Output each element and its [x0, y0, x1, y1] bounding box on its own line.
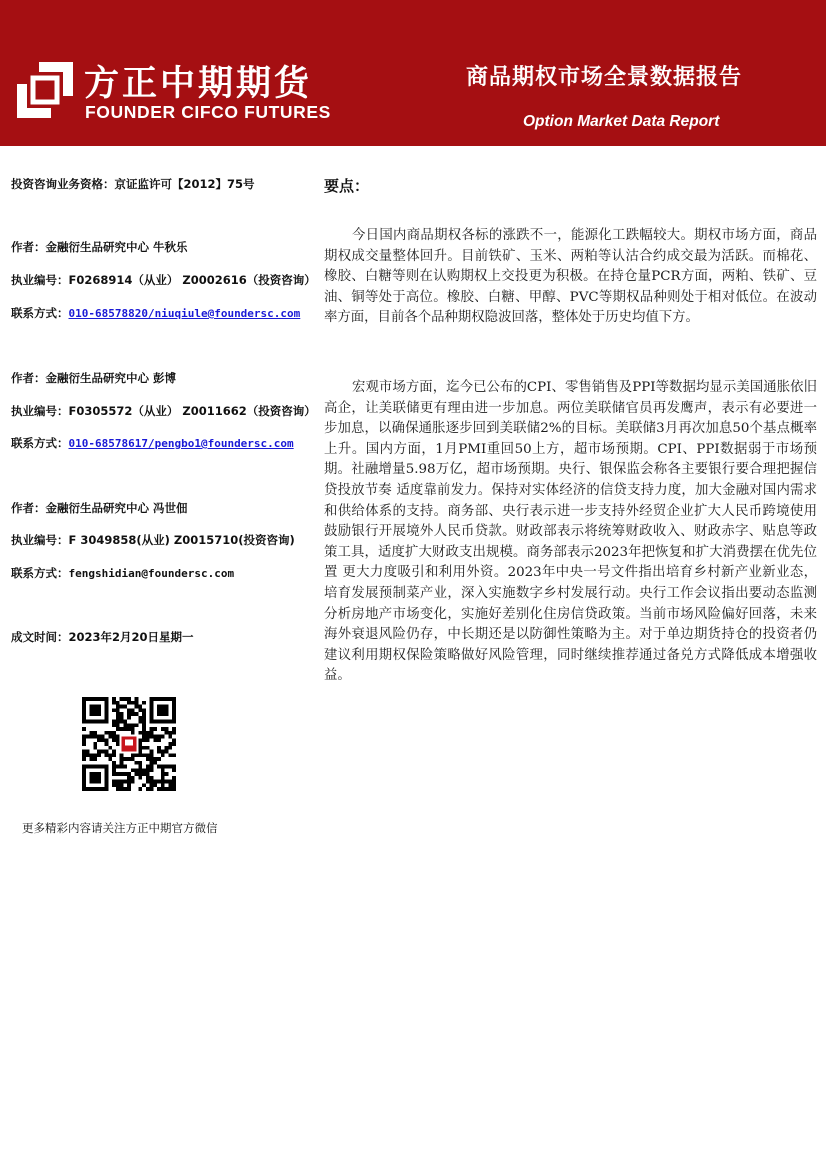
author-3-contact-row: [11, 565, 234, 581]
report-header: [0, 0, 826, 146]
contact-label: 联系方式：: [11, 306, 69, 320]
wechat-qr-code: [82, 697, 176, 791]
paragraph-macro-market: 宏观市场方面，迄今已公布的CPI、零售销售及PPI等数据均显示美国通胀依旧高企，让美联储更有理由进一步加息。两位美联储官员再发鹰声，表示有必要进一步加息，以确保通胀逐步回到美联储2%的目标。美联储3月再次加息50个基点概率上升。国内方面，1月PMI重回50上方，超市场预期。CPI、PPI数据弱于市场预期。社融增量5.98万亿，超市场预期。央行、银保监会称各主要银行要合理把握信贷投放节奏 适度靠前发力。保持对实体经济的信贷支持力度，加大金融对国内需求和供给体系的支持。商务部、央行表示进一步支持外经贸企业扩大人民币跨境使用 鼓励银行开展境外人民币贷款。财政部表示将统筹财政收入、财政赤字、贴息等政策工具，适度扩大财政支出规模。商务部表示2023年把恢复和扩大消费摆在优先位置 更大力度吸引和利用外资。2023年中央一号文件指出培育乡村新产业新业态，培育发展预制菜产业，深入实施数字乡村发展行动。央行工作会议指出要动态监测分析房地产市场变化，实施好差别化住房信贷政策。当前市场风险偏好回落，未来海外衰退风险仍存，中长期还是以防御性策略为主。对于单边期货持仓的投资者仍建议利用期权保险策略做好风险管理，同时继续推荐通过备兑方式降低成本增强收益。: [324, 380, 817, 684]
author-1-contact-row: [11, 305, 300, 321]
brand-name-cn: 方正中期期货: [84, 64, 313, 104]
author-3-name: 作者：金融衍生品研究中心 冯世佃: [11, 501, 188, 515]
report-date: 成文时间：2023年2月20日星期一: [11, 630, 194, 644]
report-subtitle: Option Market Data Report: [523, 113, 720, 130]
paragraph-options-market: 今日国内商品期权各标的涨跌不一，能源化工跌幅较大。期权市场方面，商品期权成交量整体回升。目前铁矿、玉米、两粕等认沽合约成交最为活跃。而棉花、橡胶、白糖等则在认购期权上交投更为积极。在持仓量PCR方面，两粕、铁矿、豆油、铜等处于高位。橡胶、白糖、甲醇、PVC等期权品种则处于相对低位。在波动率方面，目前各个品种期权隐波回落，整体处于历史均值下方。: [324, 228, 817, 326]
brand-name-en: FOUNDER CIFCO FUTURES: [85, 102, 331, 122]
contact-label: 联系方式：: [11, 566, 69, 580]
author-1-id: 执业编号：F0268914（从业） Z0002616（投资咨询）: [11, 273, 316, 287]
author-3-contact: fengshidian@foundersc.com: [68, 567, 235, 580]
author-1-name: 作者：金融衍生品研究中心 牛秋乐: [11, 240, 188, 254]
author-2-name: 作者：金融衍生品研究中心 彭博: [11, 371, 177, 385]
qr-caption: 更多精彩内容请关注方正中期官方微信: [22, 821, 218, 835]
contact-label: 联系方式：: [11, 436, 69, 450]
author-2-contact-row: [11, 435, 294, 451]
author-2-id: 执业编号：F0305572（从业） Z0011662（投资咨询）: [11, 404, 316, 418]
section-title: 要点：: [324, 177, 370, 195]
report-title: 商品期权市场全景数据报告: [466, 65, 743, 90]
founder-logo-icon: [17, 62, 73, 118]
author-2-contact-link[interactable]: 010-68578617/pengbo1@foundersc.com: [68, 437, 294, 450]
author-1-contact-link[interactable]: 010-68578820/niuqiule@foundersc.com: [68, 307, 301, 320]
author-3-id: 执业编号：F 3049858(从业) Z0015710(投资咨询): [11, 533, 295, 547]
license-line: 投资咨询业务资格：京证监许可【2012】75号: [11, 177, 255, 191]
